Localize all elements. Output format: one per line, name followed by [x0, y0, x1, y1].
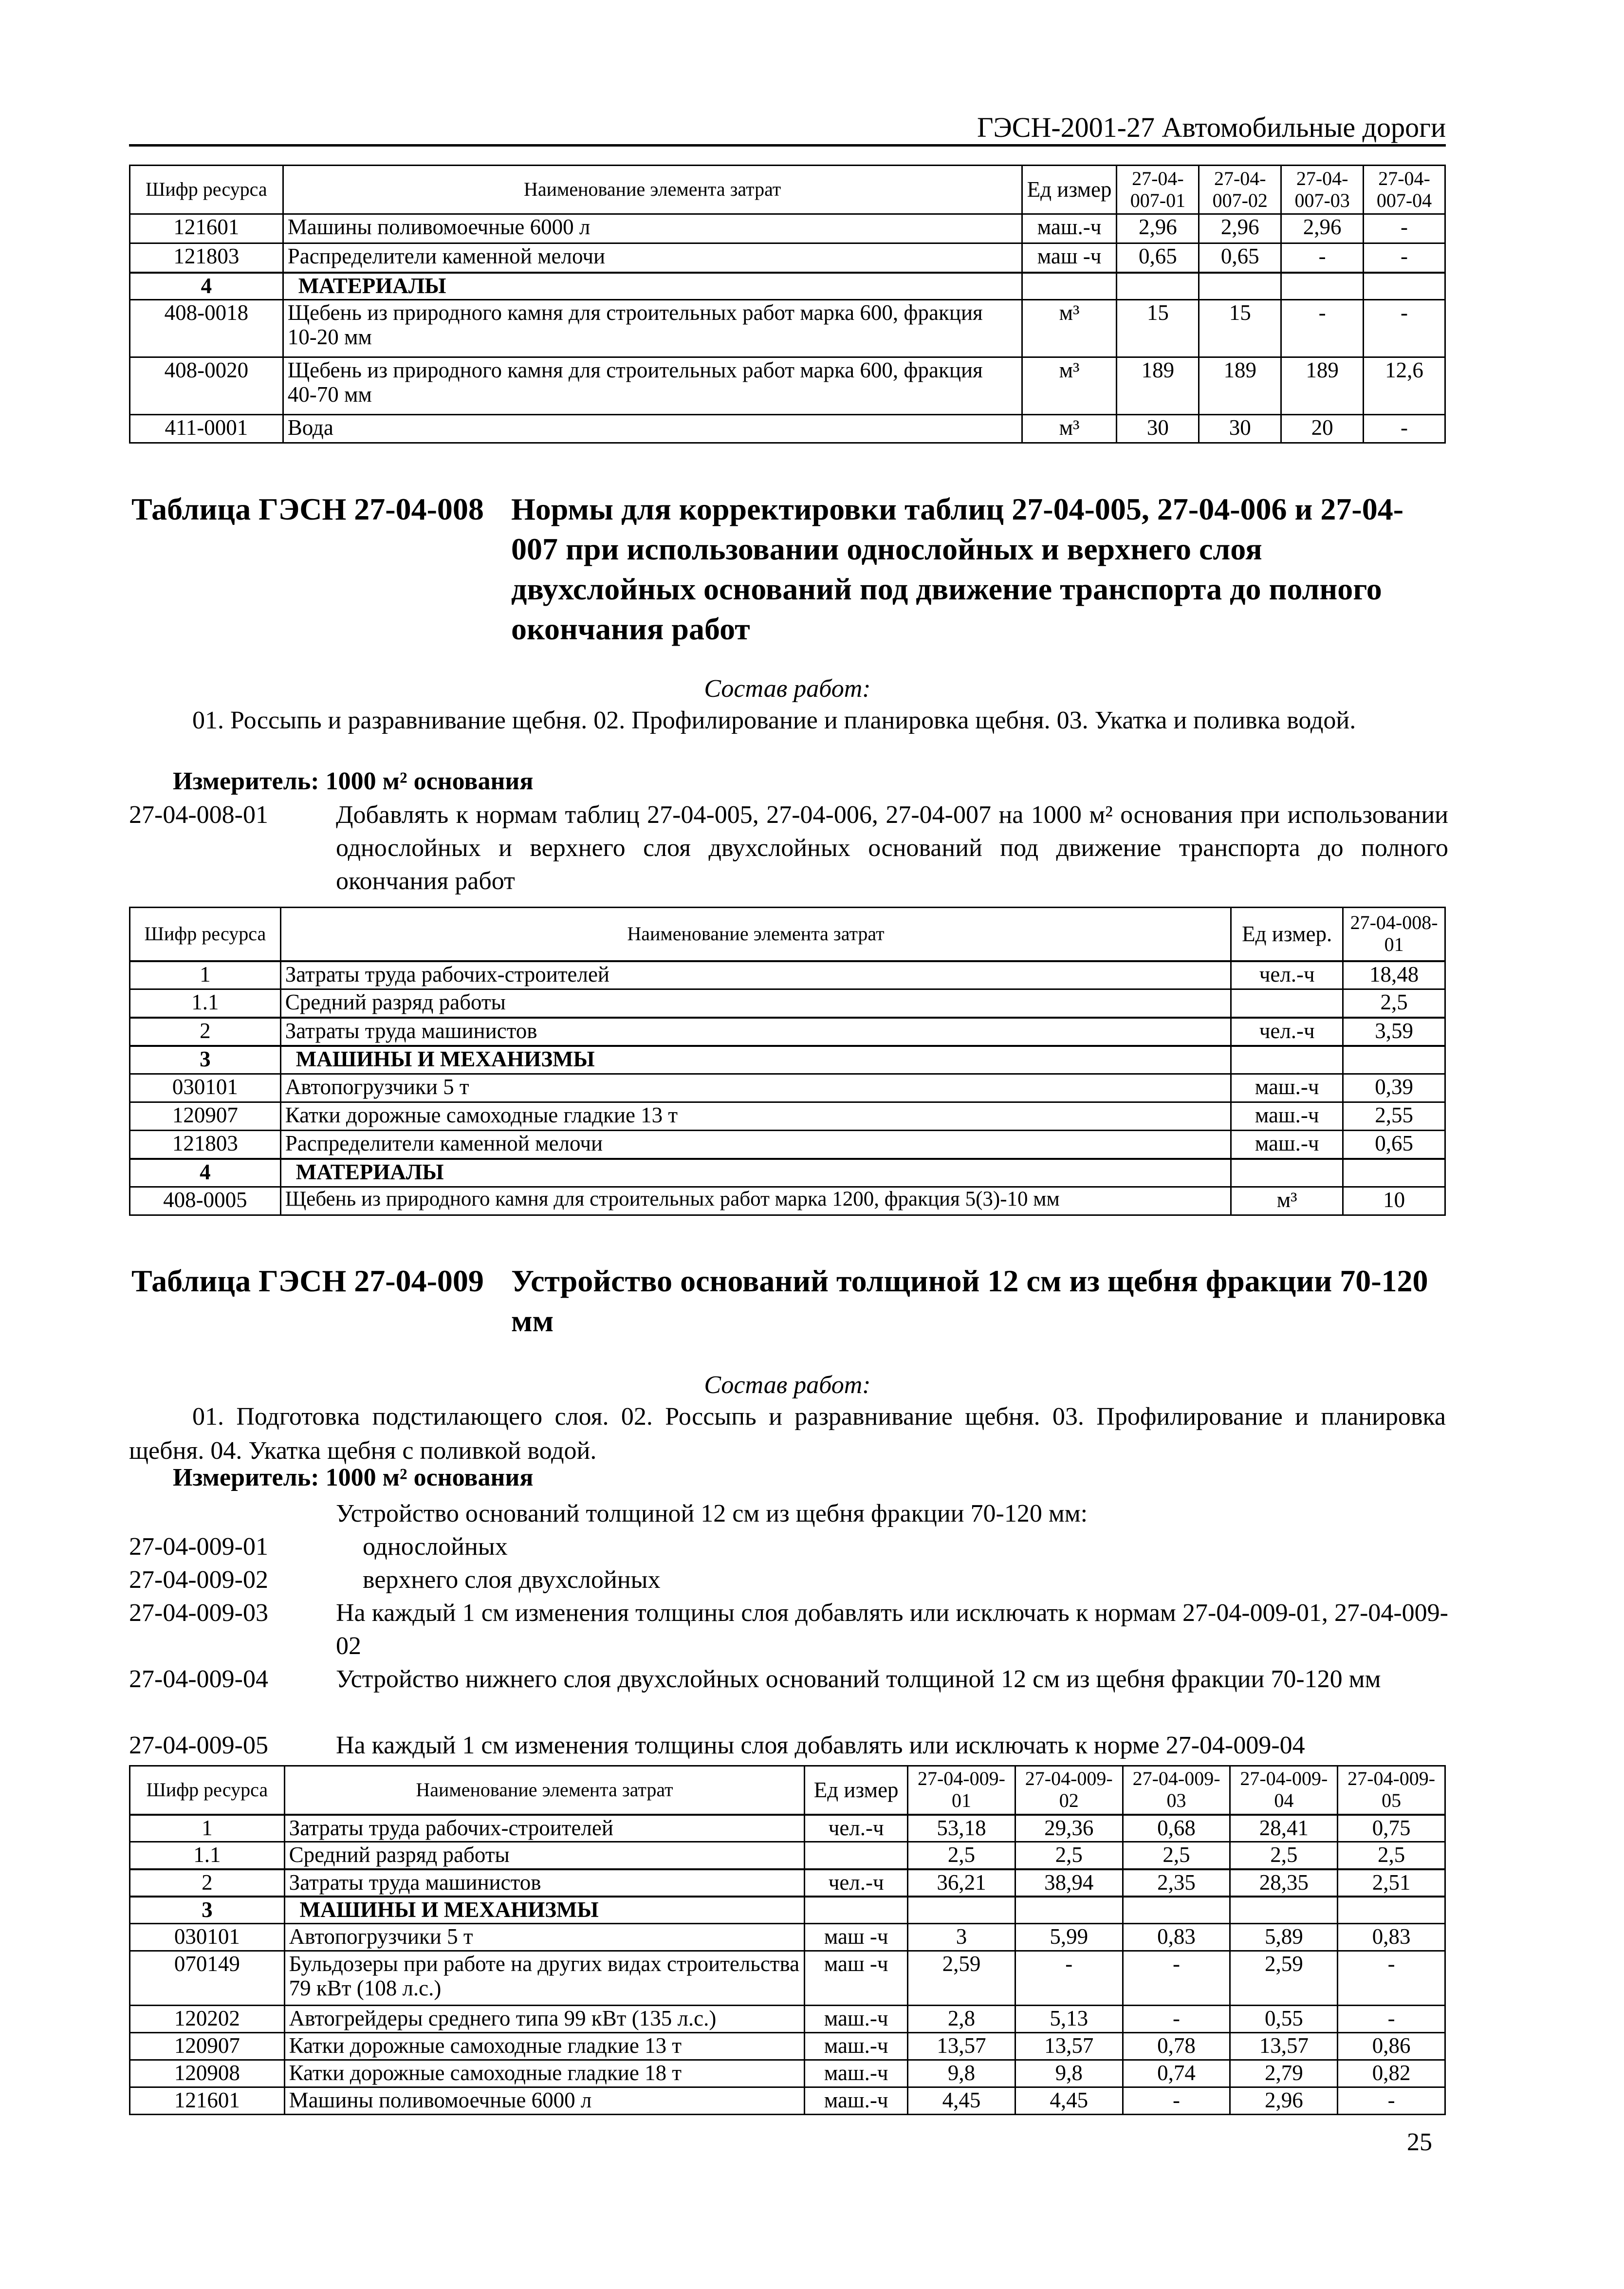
header-cell: Шифр ресурса [130, 166, 283, 214]
value-cell: 36,21 [908, 1869, 1015, 1897]
value-cell: 2,59 [1230, 1951, 1338, 2006]
value-cell: 0,83 [1123, 1924, 1230, 1951]
value-cell: 9,8 [1015, 2060, 1123, 2087]
value-cell: - [1123, 2087, 1230, 2115]
value-cell: 2,5 [908, 1842, 1015, 1869]
value-cell: 38,94 [1015, 1869, 1123, 1897]
resource-name: Распределители каменной мелочи [283, 243, 1022, 273]
table-row [130, 415, 1445, 443]
norm-code: 27-04-009-01 [129, 1533, 268, 1561]
title-lead: Таблица ГЭСН 27-04-009 [131, 1264, 484, 1298]
unit-cell: маш.-ч [1022, 214, 1117, 243]
resource-name: Автопогрузчики 5 т [280, 1074, 1231, 1102]
table-row [130, 357, 1445, 415]
unit-cell: чел.-ч [805, 1869, 908, 1897]
section-name: МАТЕРИАЛЫ [283, 273, 1022, 300]
value-cell: - [1338, 1951, 1445, 2006]
value-cell: 2,5 [1338, 1842, 1445, 1869]
resource-code: 120908 [130, 2060, 285, 2087]
norm-description: Устройство нижнего слоя двухслойных оснований толщиной 12 см из щебня фракции 70-120 мм [336, 1665, 1381, 1693]
resource-code: 030101 [130, 1074, 281, 1102]
norm-item [129, 1563, 1448, 1597]
norm-code: 27-04-009-03 [129, 1599, 268, 1627]
table-row [130, 1842, 1445, 1869]
value-cell: 2,59 [908, 1951, 1015, 2006]
value-cell: 2,8 [908, 2006, 1015, 2033]
value-cell: 18,48 [1343, 961, 1445, 989]
resource-name: Автопогрузчики 5 т [284, 1924, 805, 1951]
header-cell: 27-04-008-01 [1343, 908, 1445, 961]
value-cell: 15 [1117, 300, 1199, 357]
section-row [130, 1159, 1445, 1187]
value-cell: 4,45 [908, 2087, 1015, 2115]
title-text: Устройство оснований толщиной 12 см из щебня фракции 70-120 мм [511, 1264, 1428, 1338]
header-cell: Ед измер [1022, 166, 1117, 214]
value-cell: 2,96 [1230, 2087, 1338, 2115]
value-cell: 20 [1281, 415, 1364, 443]
value-cell: 9,8 [908, 2060, 1015, 2087]
value-cell: 12,6 [1364, 357, 1445, 415]
header-cell: 27-04-009-03 [1123, 1766, 1230, 1815]
value-cell: 0,86 [1338, 2033, 1445, 2060]
section-row [130, 273, 1445, 300]
unit-cell: маш.-ч [805, 2087, 908, 2115]
value-cell: 2,5 [1230, 1842, 1338, 1869]
section-code: 3 [130, 1897, 285, 1924]
resource-code: 408-0020 [130, 357, 283, 415]
value-cell: 2,35 [1123, 1869, 1230, 1897]
work-composition-text: 01. Россыпь и разравнивание щебня. 02. Профилирование и планировка щебня. 03. Укатка и поливка водой. [192, 707, 1356, 734]
table-header [130, 1766, 1445, 1815]
value-cell: 0,65 [1343, 1131, 1445, 1159]
header-cell: Наименование элемента затрат [283, 166, 1022, 214]
unit-cell: чел.-ч [805, 1815, 908, 1842]
value-cell: 28,35 [1230, 1869, 1338, 1897]
unit-cell: м³ [1231, 1187, 1343, 1215]
resource-name: Щебень из природного камня для строительных работ марка 600, фракция 10-20 мм [283, 300, 1022, 357]
unit-cell: маш -ч [1022, 243, 1117, 273]
value-cell: 29,36 [1015, 1815, 1123, 1842]
value-cell: 2,96 [1281, 214, 1364, 243]
header-cell: 27-04-009-05 [1338, 1766, 1445, 1815]
value-cell: 0,55 [1230, 2006, 1338, 2033]
header-cell: Ед измер [805, 1766, 908, 1815]
unit-cell: маш -ч [805, 1924, 908, 1951]
header-cell: 27-04-009-02 [1015, 1766, 1123, 1815]
table-row [130, 300, 1445, 357]
resource-name: Катки дорожные самоходные гладкие 13 т [284, 2033, 805, 2060]
resource-code: 411-0001 [130, 415, 283, 443]
measure-unit: Измеритель: 1000 м² основания [173, 1464, 534, 1491]
resource-code: 1 [130, 1815, 285, 1842]
resource-table-009 [129, 1765, 1446, 2115]
value-cell: 13,57 [908, 2033, 1015, 2060]
value-cell: 189 [1281, 357, 1364, 415]
table-row [130, 214, 1445, 243]
value-cell: 0,65 [1199, 243, 1281, 273]
norm-code: 27-04-009-04 [129, 1665, 268, 1693]
section-row [130, 1897, 1445, 1924]
value-cell: - [1338, 2087, 1445, 2115]
table-row [130, 989, 1445, 1018]
resource-code: 120202 [130, 2006, 285, 2033]
resource-code: 120907 [130, 2033, 285, 2060]
unit-cell: маш.-ч [1231, 1102, 1343, 1131]
value-cell: - [1123, 1951, 1230, 2006]
value-cell: - [1281, 243, 1364, 273]
resource-name: Затраты труда машинистов [284, 1869, 805, 1897]
header-cell: 27-04-007-01 [1117, 166, 1199, 214]
header-cell: 27-04-009-04 [1230, 1766, 1338, 1815]
header-cell: Наименование элемента затрат [284, 1766, 805, 1815]
work-composition-label: Состав работ: [704, 1371, 871, 1399]
value-cell: 0,65 [1117, 243, 1199, 273]
section-name: МАШИНЫ И МЕХАНИЗМЫ [284, 1897, 805, 1924]
value-cell: - [1123, 2006, 1230, 2033]
header-cell: Шифр ресурса [130, 908, 281, 961]
resource-code: 121601 [130, 214, 283, 243]
value-cell: 2,51 [1338, 1869, 1445, 1897]
resource-code: 121803 [130, 243, 283, 273]
resource-code: 1.1 [130, 1842, 285, 1869]
value-cell: 0,78 [1123, 2033, 1230, 2060]
value-cell: 2,96 [1117, 214, 1199, 243]
value-cell: 0,68 [1123, 1815, 1230, 1842]
value-cell: 2,79 [1230, 2060, 1338, 2087]
resource-name: Бульдозеры при работе на других видах строительства 79 кВт (108 л.с.) [284, 1951, 805, 2006]
norm-item [129, 1530, 1448, 1563]
value-cell: 2,5 [1123, 1842, 1230, 1869]
value-cell: - [1364, 214, 1445, 243]
norm-code: 27-04-008-01 [129, 801, 268, 829]
title-text: Нормы для корректировки таблиц 27-04-005, 27-04-006 и 27-04-007 при использовании однослойных и верхнего слоя двухслойных оснований под движение транспорта до полного окончания работ [511, 492, 1404, 646]
unit-cell [805, 1842, 908, 1869]
unit-cell: маш.-ч [1231, 1074, 1343, 1102]
resource-name: Затраты труда рабочих-строителей [284, 1815, 805, 1842]
unit-cell: маш.-ч [805, 2060, 908, 2087]
table-row [130, 1074, 1445, 1102]
unit-cell: м³ [1022, 415, 1117, 443]
table-row [130, 243, 1445, 273]
resource-name: Машины поливомоечные 6000 л [283, 214, 1022, 243]
table-row [130, 1187, 1445, 1215]
header-cell: 27-04-007-04 [1364, 166, 1445, 214]
title-lead: Таблица ГЭСН 27-04-008 [131, 492, 484, 526]
work-composition-label: Состав работ: [704, 675, 871, 703]
norm-description: На каждый 1 см изменения толщины слоя добавлять или исключать к нормам 27-04-009-01, 27-04-009-02 [336, 1599, 1448, 1660]
value-cell: 189 [1117, 357, 1199, 415]
unit-cell [1231, 989, 1343, 1018]
norm-intro-text: Устройство оснований толщиной 12 см из щебня фракции 70-120 мм: [336, 1500, 1088, 1527]
table-row [130, 1131, 1445, 1159]
resource-code: 121601 [130, 2087, 285, 2115]
norm-item [129, 1729, 1448, 1762]
norm-item [129, 1663, 1448, 1729]
value-cell: 30 [1117, 415, 1199, 443]
table-header [130, 908, 1445, 961]
table-row [130, 1869, 1445, 1897]
value-cell: 189 [1199, 357, 1281, 415]
resource-code: 030101 [130, 1924, 285, 1951]
value-cell: 30 [1199, 415, 1281, 443]
value-cell: - [1364, 300, 1445, 357]
value-cell: - [1364, 243, 1445, 273]
table-row [130, 961, 1445, 989]
resource-name: Затраты труда машинистов [280, 1018, 1231, 1046]
resource-name: Щебень из природного камня для строительных работ марка 1200, фракция 5(3)-10 мм [280, 1187, 1231, 1215]
resource-code: 070149 [130, 1951, 285, 2006]
value-cell: 2,55 [1343, 1102, 1445, 1131]
unit-cell: маш -ч [805, 1951, 908, 2006]
table-row [130, 1924, 1445, 1951]
value-cell: 0,39 [1343, 1074, 1445, 1102]
section-code: 3 [130, 1046, 281, 1074]
resource-code: 408-0018 [130, 300, 283, 357]
header-rule [129, 144, 1446, 147]
unit-cell: чел.-ч [1231, 1018, 1343, 1046]
resource-name: Средний разряд работы [284, 1842, 805, 1869]
header-cell: Наименование элемента затрат [280, 908, 1231, 961]
norm-item [129, 799, 1448, 901]
value-cell: 5,89 [1230, 1924, 1338, 1951]
resource-table-007 [129, 165, 1446, 444]
value-cell: - [1015, 1951, 1123, 2006]
norm-description: На каждый 1 см изменения толщины слоя добавлять или исключать к норме 27-04-009-04 [336, 1731, 1305, 1759]
norm-description: верхнего слоя двухслойных [363, 1566, 661, 1594]
value-cell: 15 [1199, 300, 1281, 357]
page-number: 25 [1407, 2128, 1432, 2156]
value-cell: 2,5 [1015, 1842, 1123, 1869]
value-cell: 5,13 [1015, 2006, 1123, 2033]
value-cell: 4,45 [1015, 2087, 1123, 2115]
resource-code: 1 [130, 961, 281, 989]
table-row [130, 1102, 1445, 1131]
unit-cell: маш.-ч [1231, 1131, 1343, 1159]
norm-code: 27-04-009-05 [129, 1731, 268, 1759]
resource-name: Затраты труда рабочих-строителей [280, 961, 1231, 989]
unit-cell: м³ [1022, 357, 1117, 415]
resource-name: Средний разряд работы [280, 989, 1231, 1018]
value-cell: 28,41 [1230, 1815, 1338, 1842]
section-code: 4 [130, 273, 283, 300]
resource-name: Катки дорожные самоходные гладкие 13 т [280, 1102, 1231, 1131]
measure-unit: Измеритель: 1000 м² основания [173, 767, 534, 795]
header-cell: 27-04-009-01 [908, 1766, 1015, 1815]
resource-name: Вода [283, 415, 1022, 443]
header-cell: 27-04-007-02 [1199, 166, 1281, 214]
value-cell: 13,57 [1230, 2033, 1338, 2060]
value-cell: 53,18 [908, 1815, 1015, 1842]
resource-name: Щебень из природного камня для строительных работ марка 600, фракция 40-70 мм [283, 357, 1022, 415]
value-cell: 2,5 [1343, 989, 1445, 1018]
resource-code: 1.1 [130, 989, 281, 1018]
table-row [130, 1951, 1445, 2006]
value-cell: 5,99 [1015, 1924, 1123, 1951]
table-title-009 [131, 1261, 1446, 1344]
table-row [130, 1018, 1445, 1046]
value-cell: 13,57 [1015, 2033, 1123, 2060]
value-cell: 3,59 [1343, 1018, 1445, 1046]
unit-cell: чел.-ч [1231, 961, 1343, 989]
value-cell: 0,83 [1338, 1924, 1445, 1951]
norm-description: Добавлять к нормам таблиц 27-04-005, 27-04-006, 27-04-007 на 1000 м² основания при использовании однослойных и верхнего слоя двухслойных оснований под движение транспорта до полного окончания работ [336, 801, 1448, 895]
resource-code: 2 [130, 1869, 285, 1897]
resource-table-008 [129, 907, 1446, 1216]
running-header: ГЭСН-2001-27 Автомобильные дороги [977, 112, 1446, 143]
table-row [130, 2033, 1445, 2060]
table-row [130, 2087, 1445, 2115]
unit-cell: маш.-ч [805, 2006, 908, 2033]
resource-name: Катки дорожные самоходные гладкие 18 т [284, 2060, 805, 2087]
value-cell: 2,96 [1199, 214, 1281, 243]
value-cell: 0,74 [1123, 2060, 1230, 2087]
resource-code: 408-0005 [130, 1187, 281, 1215]
resource-name: Машины поливомоечные 6000 л [284, 2087, 805, 2115]
unit-cell: м³ [1022, 300, 1117, 357]
header-cell: Ед измер. [1231, 908, 1343, 961]
value-cell: 3 [908, 1924, 1015, 1951]
table-title-008 [131, 489, 1446, 650]
table-header [130, 166, 1445, 214]
section-name: МАШИНЫ И МЕХАНИЗМЫ [280, 1046, 1231, 1074]
table-row [130, 2006, 1445, 2033]
unit-cell: маш.-ч [805, 2033, 908, 2060]
resource-code: 2 [130, 1018, 281, 1046]
resource-code: 121803 [130, 1131, 281, 1159]
resource-name: Распределители каменной мелочи [280, 1131, 1231, 1159]
norm-description: однослойных [363, 1533, 508, 1561]
header-cell: 27-04-007-03 [1281, 166, 1364, 214]
section-code: 4 [130, 1159, 281, 1187]
section-row [130, 1046, 1445, 1074]
value-cell: 10 [1343, 1187, 1445, 1215]
value-cell: - [1338, 2006, 1445, 2033]
value-cell: - [1364, 415, 1445, 443]
work-composition-text: 01. Подготовка подстилающего слоя. 02. Россыпь и разравнивание щебня. 03. Профилирование и планировка щебня. 04. Укатка щебня с поливкой водой. [129, 1403, 1446, 1465]
table-row [130, 1815, 1445, 1842]
table-row [130, 2060, 1445, 2087]
header-cell: Шифр ресурса [130, 1766, 285, 1815]
norm-intro [129, 1497, 1448, 1530]
resource-code: 120907 [130, 1102, 281, 1131]
section-name: МАТЕРИАЛЫ [280, 1159, 1231, 1187]
norm-code: 27-04-009-02 [129, 1566, 268, 1594]
norm-item [129, 1597, 1448, 1663]
value-cell: 0,82 [1338, 2060, 1445, 2087]
resource-name: Автогрейдеры среднего типа 99 кВт (135 л.с.) [284, 2006, 805, 2033]
value-cell: 0,75 [1338, 1815, 1445, 1842]
value-cell: - [1281, 300, 1364, 357]
